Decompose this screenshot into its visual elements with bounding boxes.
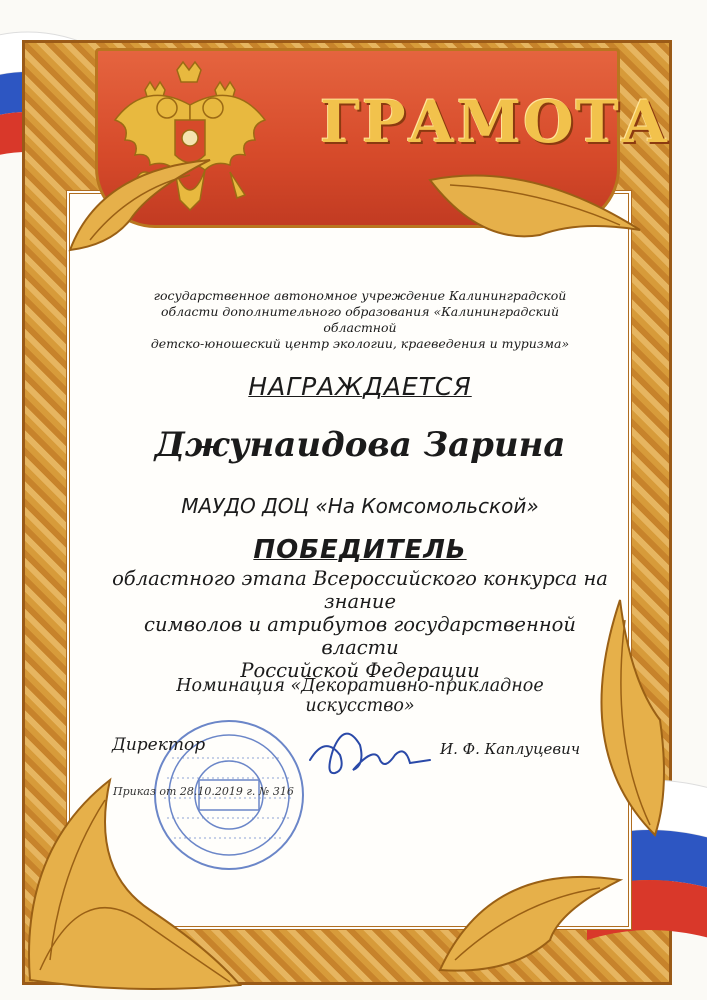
handwritten-signature: [305, 715, 435, 785]
awarded-heading: НАГРАЖДАЕТСЯ: [248, 372, 472, 401]
description-line: областного этапа Всероссийского конкурса на знание: [112, 567, 608, 613]
certificate-title: ГРАМОТА: [320, 88, 671, 156]
ornament-leaf-top-left: [60, 150, 220, 260]
director-name: И. Ф. Каплуцевич: [440, 740, 581, 758]
signatory-role: Директор: [112, 735, 206, 755]
award-description: [110, 567, 610, 682]
description-line: символов и атрибутов государственной власти: [144, 613, 576, 659]
organization-line: государственное автономное учреждение Калининградской: [153, 288, 567, 303]
organization-line: области дополнительного образования «Калининградский областной: [160, 304, 560, 335]
recipient-name: Джунаидова Зарина: [154, 425, 566, 465]
ornament-leaf-top-right: [420, 160, 650, 250]
recipient-school: МАУДО ДОЦ «На Комсомольской»: [181, 494, 539, 518]
status-heading: ПОБЕДИТЕЛЬ: [253, 535, 467, 565]
description-line: Российской Федерации: [240, 659, 480, 682]
order-reference: Приказ от 28.10.2019 г. № 316: [113, 785, 294, 798]
organization-line: детско-юношеский центр экологии, краеведения и туризма»: [150, 336, 570, 351]
organization-name: [150, 288, 570, 352]
nomination: Номинация «Декоративно-прикладное искусство»: [176, 676, 544, 716]
ornament-leaf-bottom-right: [430, 850, 630, 980]
